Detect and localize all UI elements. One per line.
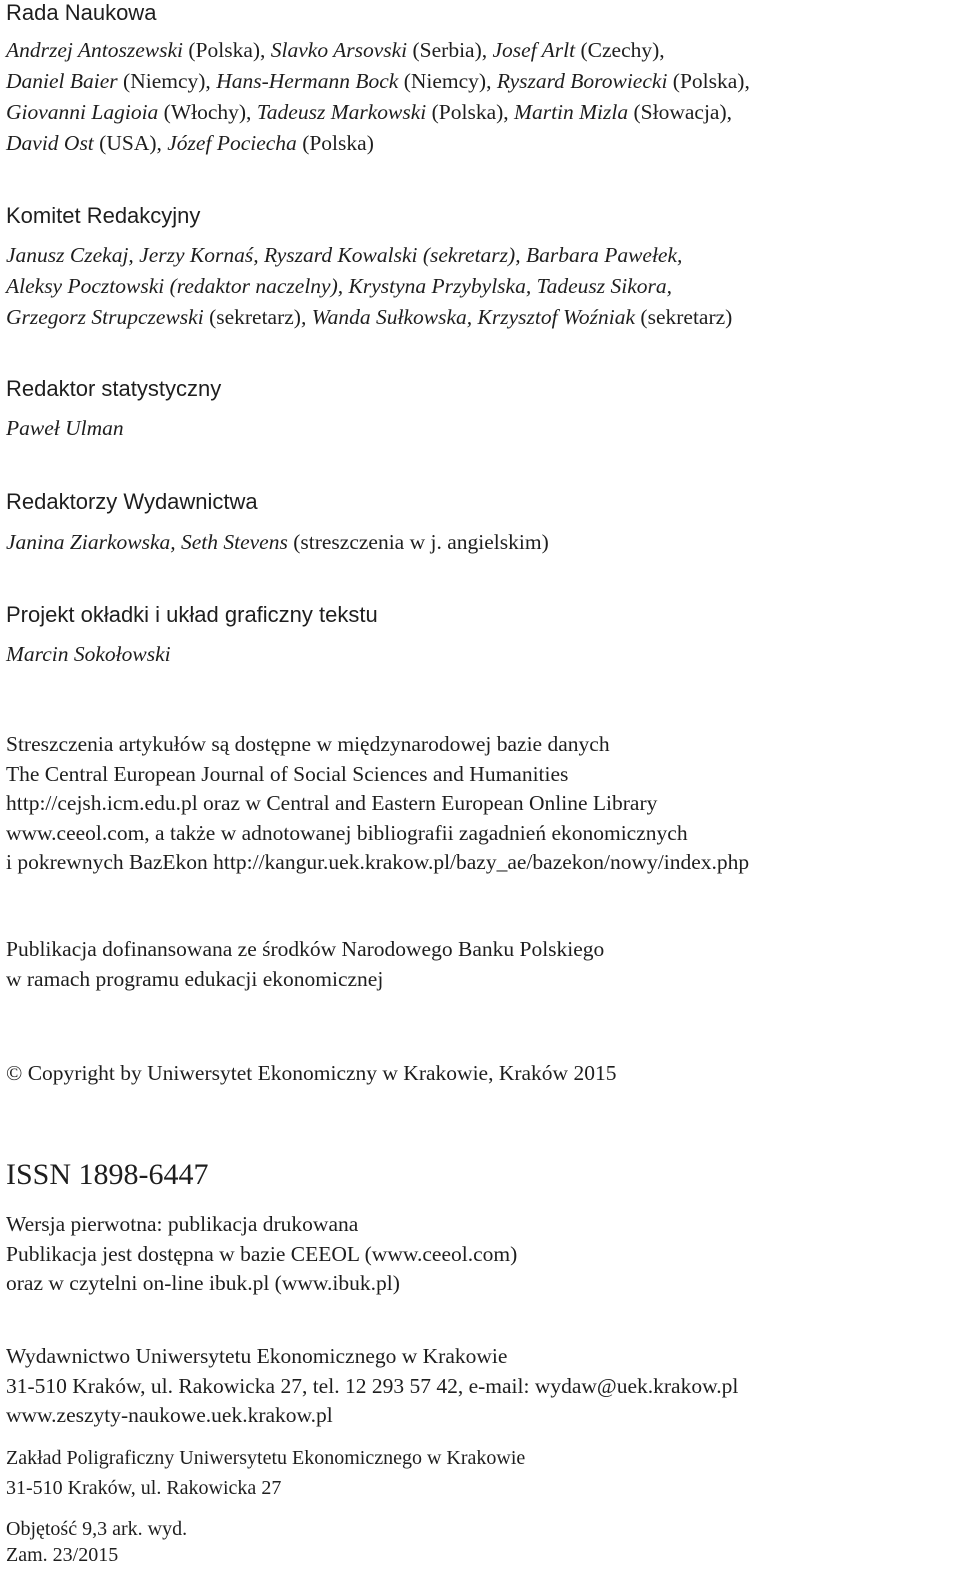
committee-names: , Wanda Sułkowska, Krzysztof Woźniak	[300, 305, 641, 329]
member-name: Martin Mizla	[514, 100, 629, 124]
publisher-line: www.zeszyty-naukowe.uek.krakow.pl	[6, 1403, 333, 1427]
abstracts-line: http://cejsh.icm.edu.pl oraz w Central and Eastern European Online Library	[6, 791, 658, 815]
volume-line: Objętość 9,3 ark. wyd.	[6, 1518, 188, 1540]
publisher-line: Wydawnictwo Uniwersytetu Ekonomicznego w Krakowie	[6, 1344, 508, 1368]
member-country: (Polska),	[426, 100, 515, 124]
members-line-4	[6, 128, 750, 159]
version-line: Wersja pierwotna: publikacja drukowana	[6, 1212, 359, 1236]
order-number: Zam. 23/2015	[6, 1544, 119, 1566]
publishing-editors-names: Janina Ziarkowska, Seth Stevens	[6, 530, 288, 554]
version-line: oraz w czytelni on-line ibuk.pl (www.ibuk.pl)	[6, 1271, 400, 1295]
volume-info	[6, 1516, 187, 1568]
member-country: (Polska)	[296, 131, 374, 155]
publishing-editors-heading: Redaktorzy Wydawnictwa	[6, 489, 258, 514]
member-name: Hans-Hermann Bock	[216, 69, 399, 93]
member-name: Slavko Arsovski	[270, 38, 408, 62]
publishing-editors-note: (streszczenia w j. angielskim)	[287, 530, 549, 554]
committee-line-3	[6, 302, 732, 333]
member-name: Daniel Baier	[6, 69, 118, 93]
issn: ISSN 1898-6447	[6, 1158, 209, 1191]
abstracts-line: i pokrewnych BazEkon http://kangur.uek.krakow.pl/bazy_ae/bazekon/nowy/index.php	[6, 850, 750, 874]
members-line-1	[6, 35, 750, 66]
member-country: (Niemcy),	[117, 69, 217, 93]
abstracts-line: www.ceeol.com, a także w adnotowanej bibliografii zagadnień ekonomicznych	[6, 820, 688, 845]
committee-role: (sekretarz)	[640, 305, 733, 329]
abstracts-line: The Central European Journal of Social Sciences and Humanities	[6, 761, 569, 786]
scientific-council-heading: Rada Naukowa	[6, 0, 157, 25]
committee-line-1: Janusz Czekaj, Jerzy Kornaś, Ryszard Kowalski (sekretarz), Barbara Pawełek,	[6, 243, 683, 267]
funding-line: w ramach programu edukacji ekonomicznej	[6, 966, 384, 991]
copyright-notice: © Copyright by Uniwersytet Ekonomiczny w Krakowie, Kraków 2015	[6, 1061, 617, 1085]
committee-names: Grzegorz Strupczewski	[6, 305, 210, 329]
member-country: (USA),	[93, 131, 168, 155]
publisher-line: 31-510 Kraków, ul. Rakowicka 27, tel. 12 293 57 42, e-mail: wydaw@uek.krakow.pl	[6, 1373, 739, 1398]
member-name: Josef Arlt	[492, 38, 576, 62]
member-country: (Polska),	[182, 38, 271, 62]
member-name: Ryszard Borowiecki	[496, 69, 668, 93]
version-line: Publikacja jest dostępna w bazie CEEOL (www.ceeol.com)	[6, 1241, 518, 1266]
member-country: (Włochy),	[158, 100, 257, 124]
committee-role: (sekretarz)	[209, 305, 301, 329]
abstracts-info	[6, 730, 749, 878]
printer-info	[6, 1444, 525, 1503]
member-country: (Serbia),	[407, 38, 493, 62]
members-line-3	[6, 97, 750, 128]
cover-design-heading: Projekt okładki i układ graficzny tekstu	[6, 602, 378, 627]
designer-name: Marcin Sokołowski	[6, 642, 171, 666]
committee-line-2: Aleksy Pocztowski (redaktor naczelny), Krystyna Przybylska, Tadeusz Sikora,	[6, 274, 672, 298]
members-line-2	[6, 66, 750, 97]
member-name: Józef Pociecha	[167, 131, 297, 155]
member-country: (Słowacja),	[628, 100, 733, 124]
member-name: David Ost	[6, 131, 94, 155]
editorial-committee-heading: Komitet Redakcyjny	[6, 203, 201, 228]
member-country: (Czechy),	[575, 38, 665, 62]
version-info	[6, 1210, 517, 1299]
editorial-committee-members	[6, 240, 732, 333]
member-country: (Polska),	[667, 69, 750, 93]
printer-line: Zakład Poligraficzny Uniwersytetu Ekonomicznego w Krakowie	[6, 1447, 526, 1469]
statistical-editor-heading: Redaktor statystyczny	[6, 376, 222, 401]
scientific-council-members	[6, 35, 750, 159]
member-name: Tadeusz Markowski	[256, 100, 427, 124]
cover-designer-name	[6, 642, 171, 667]
statistical-editor-name	[6, 416, 124, 441]
member-name: Giovanni Lagioia	[6, 100, 159, 124]
abstracts-line: Streszczenia artykułów są dostępne w międzynarodowej bazie danych	[6, 732, 610, 756]
publishing-editors-line	[6, 530, 549, 555]
funding-info	[6, 935, 604, 994]
member-name: Andrzej Antoszewski	[6, 38, 183, 62]
funding-line: Publikacja dofinansowana ze środków Narodowego Banku Polskiego	[6, 937, 605, 961]
editor-name: Paweł Ulman	[6, 416, 124, 440]
member-country: (Niemcy),	[398, 69, 497, 93]
publisher-info	[6, 1342, 738, 1431]
printer-line: 31-510 Kraków, ul. Rakowicka 27	[6, 1476, 282, 1499]
